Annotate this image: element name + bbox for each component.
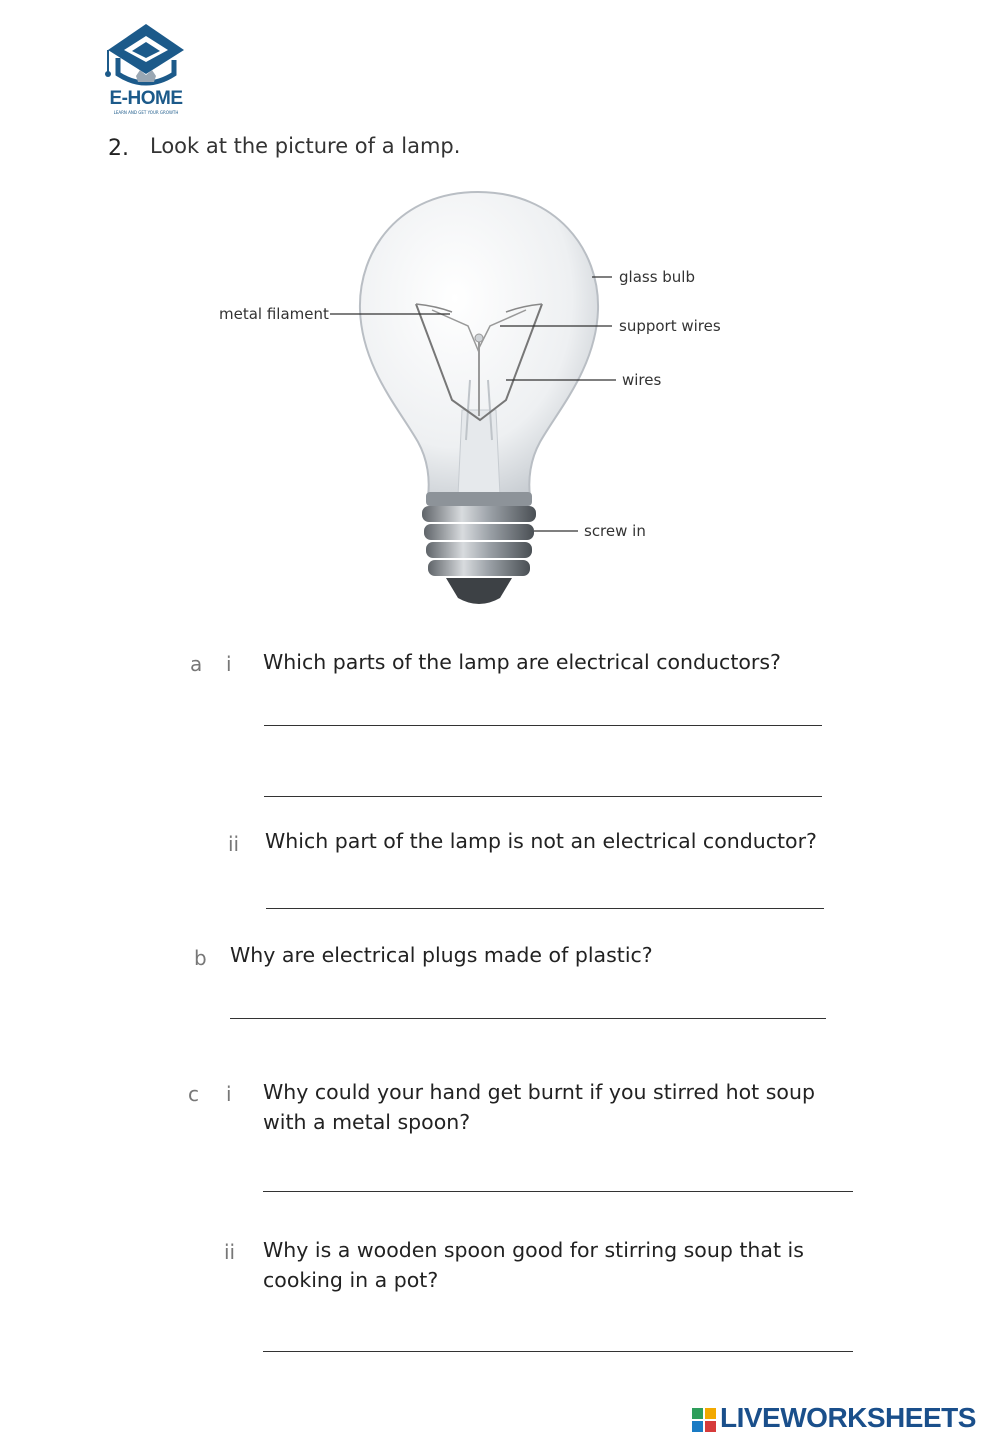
answer-line-c-ii[interactable] (263, 1351, 853, 1352)
question-c-i-line1: Why could your hand get burnt if you stirred hot soup (263, 1080, 815, 1104)
part-a-ii-roman: ii (228, 832, 240, 856)
answer-line-b[interactable] (230, 1018, 826, 1019)
part-c-i-roman: i (226, 1082, 232, 1106)
part-c-ii-roman: ii (224, 1240, 236, 1264)
label-metal-filament: metal filament (219, 305, 329, 323)
lamp-diagram (200, 180, 800, 620)
answer-line-c-i[interactable] (263, 1191, 853, 1192)
answer-line-a-ii[interactable] (266, 908, 824, 909)
question-c-ii-line1: Why is a wooden spoon good for stirring soup that is (263, 1238, 804, 1262)
label-screw-in: screw in (584, 522, 646, 540)
answer-line-a-i-1[interactable] (264, 725, 822, 726)
glass-stem (458, 410, 500, 496)
logo-wordmark: E-HOME (109, 88, 183, 109)
question-c-ii-line2: cooking in a pot? (263, 1268, 439, 1292)
part-b-letter: b (194, 946, 207, 970)
label-support-wires: support wires (619, 317, 721, 335)
question-a-i: Which parts of the lamp are electrical conductors? (263, 650, 781, 674)
part-a-i-roman: i (226, 652, 232, 676)
label-wires: wires (622, 371, 662, 389)
question-number: 2. (108, 136, 129, 161)
question-c-i-line2: with a metal spoon? (263, 1110, 471, 1134)
liveworksheets-logo-icon (692, 1408, 716, 1432)
liveworksheets-brand: LIVEWORKSHEETS (720, 1402, 976, 1433)
answer-line-a-i-2[interactable] (264, 796, 822, 797)
logo-tagline: LEARN AND GET YOUR GROWTH (113, 110, 179, 115)
screw-threads (422, 506, 536, 576)
question-a-ii: Which part of the lamp is not an electrical conductor? (265, 829, 817, 853)
part-a-letter: a (190, 652, 203, 676)
screw-base-neck (426, 492, 532, 506)
label-glass-bulb: glass bulb (619, 268, 695, 286)
part-c-letter: c (188, 1082, 199, 1106)
question-b: Why are electrical plugs made of plastic? (230, 943, 653, 967)
question-title: Look at the picture of a lamp. (150, 134, 461, 158)
screw-tip (446, 578, 512, 604)
